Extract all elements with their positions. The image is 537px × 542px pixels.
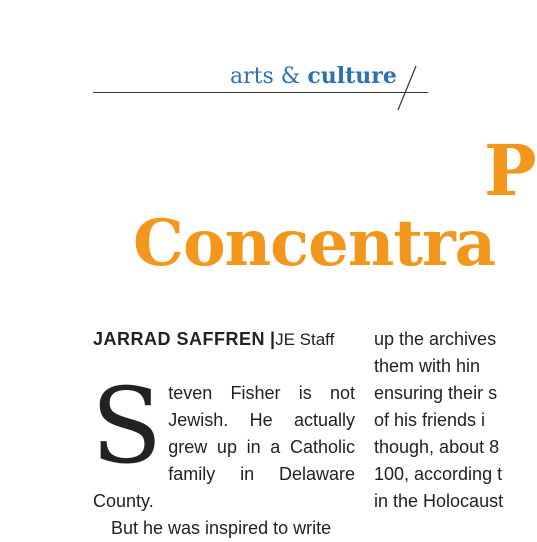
- article-column-1: [93, 326, 355, 542]
- column-2-line: up the archives: [374, 329, 497, 349]
- column-2-line: 100, according t: [374, 464, 503, 484]
- column-2-line: though, about 8: [374, 437, 500, 457]
- byline: [93, 326, 355, 353]
- drop-cap: S: [91, 365, 163, 487]
- first-paragraph-text: teven Fisher is not Jewish. He actually grew up in a Catholic family in Delaware County.: [93, 383, 355, 511]
- byline-author: JARRAD SAFFREN: [93, 329, 266, 349]
- column-2-line: ensuring their s: [374, 383, 498, 403]
- byline-role: JE Staff: [275, 330, 335, 349]
- section-label-bold: culture: [307, 63, 397, 89]
- article-column-2: [374, 326, 534, 515]
- first-paragraph: [91, 365, 355, 515]
- column-2-line: in the Holocaust: [374, 491, 504, 511]
- headline-line-2: Concentra: [133, 206, 496, 281]
- byline-separator: |: [270, 329, 276, 349]
- column-2-line: of his friends i: [374, 410, 486, 430]
- second-paragraph: But he was inspired to write: [111, 518, 332, 538]
- column-2-line: them with hin: [374, 356, 481, 376]
- section-label: [230, 63, 400, 93]
- section-label-prefix: arts &: [230, 64, 308, 89]
- headline-line-1: P: [484, 129, 537, 212]
